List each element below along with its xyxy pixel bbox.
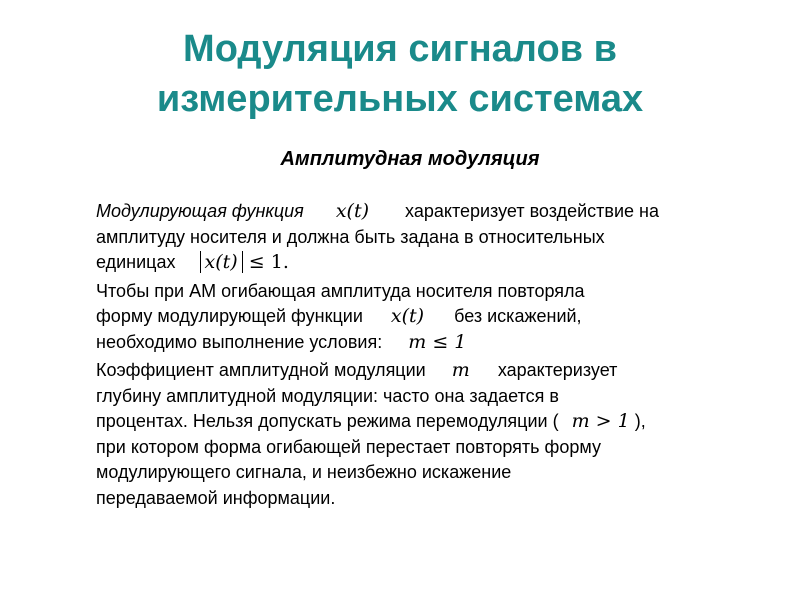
p2-line-1: Чтобы при АМ огибающая амплитуда носителя повторяла <box>96 280 585 301</box>
formula-m-gt-1: m > 1 <box>571 410 630 432</box>
slide-title-line-1: Модуляция сигналов в <box>183 28 617 70</box>
abs-value-bars <box>200 251 243 273</box>
p3-line-1-start: Коэффициент амплитудной модуляции <box>96 360 426 380</box>
p1-line-2: амплитуду носителя и должна быть задана в относительных <box>96 226 605 247</box>
p3-line-2: глубину амплитудной модуляции: часто она задается в <box>96 385 559 406</box>
formula-x-of-t-2: x(t) <box>390 305 425 327</box>
inequality-le-1: ≤ 1. <box>248 251 289 273</box>
p3-line-5: модулирующего сигнала, и неизбежно искажение <box>96 462 512 482</box>
p2-line-3-text: необходимо выполнение условия: <box>96 331 383 352</box>
p3-line-3-end: ), <box>634 411 646 431</box>
p3-line-4: при котором форма огибающей перестает повторять форму <box>96 436 601 457</box>
formula-x-of-t: x(t) <box>335 200 369 222</box>
p2-line-2-start: форму модулирующей функции <box>96 306 363 326</box>
p1-line-3 <box>96 250 756 276</box>
p1-line-1 <box>96 199 756 225</box>
formula-m: m <box>451 359 470 381</box>
slide-subtitle: Амплитудная модуляция <box>280 148 540 170</box>
p3-line-6: передаваемой информации. <box>96 487 336 508</box>
p3-line-1-end: характеризует <box>497 360 618 380</box>
p2-line-2 <box>96 304 756 330</box>
p3-line-3 <box>96 409 756 435</box>
slide-title <box>0 24 800 124</box>
slide-body <box>96 199 756 511</box>
formula-abs-inequality <box>200 250 289 276</box>
slide-title-line-2: измерительных системах <box>156 78 644 120</box>
p3-line-3-start: процентах. Нельзя допускать режима перемодуляции ( <box>96 411 559 431</box>
p1-lead-text: Модулирующая функция <box>96 201 304 221</box>
p1-line-1-end: характеризует воздействие на <box>405 201 659 221</box>
p2-line-3 <box>96 330 756 356</box>
p2-line-2-end: без искажений, <box>454 306 582 326</box>
p1-line-3-text: единицах <box>96 252 176 272</box>
p3-line-1 <box>96 358 756 384</box>
formula-m-le-1: m ≤ 1 <box>408 330 467 353</box>
abs-inner-expression: x(t) <box>204 251 238 273</box>
